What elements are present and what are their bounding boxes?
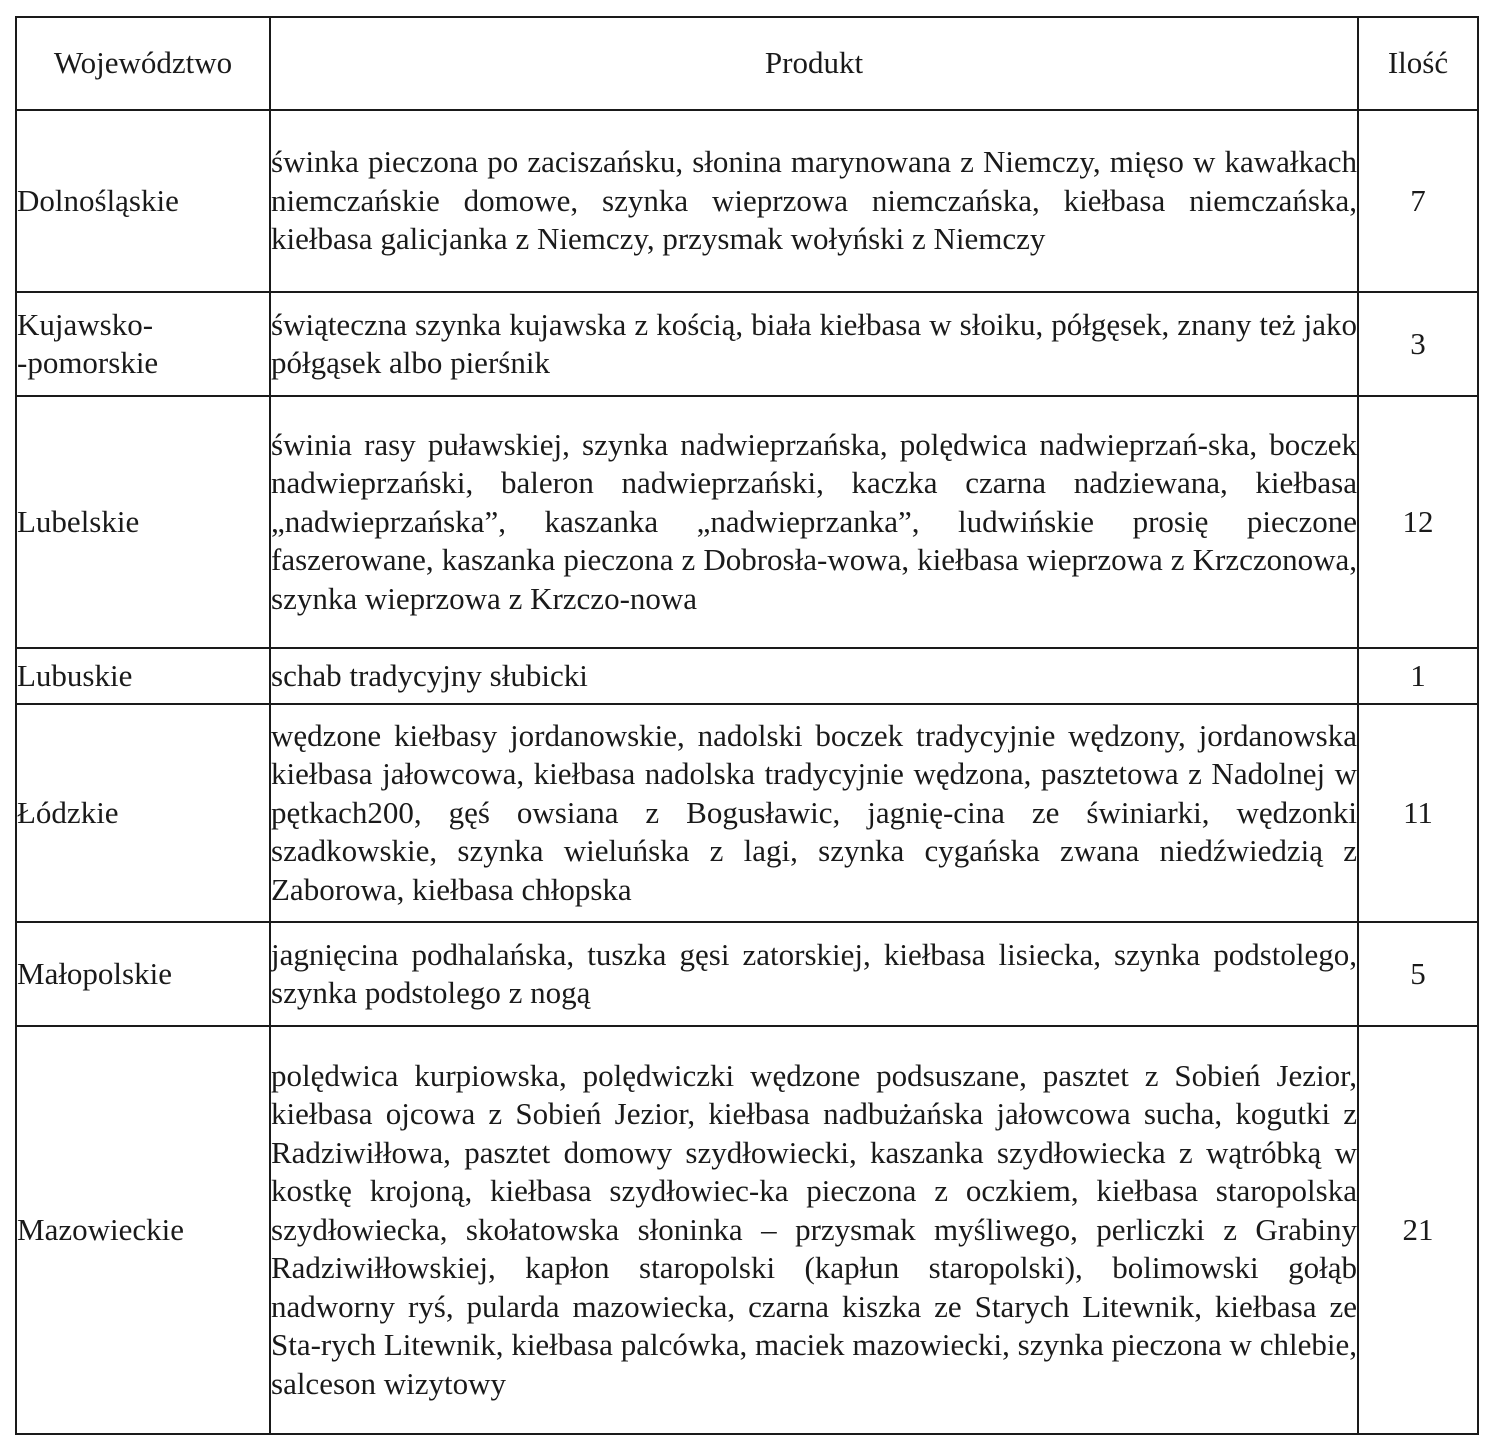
region-cell: Dolnośląskie	[16, 110, 270, 292]
product-cell: polędwica kurpiowska, polędwiczki wędzone podsuszane, pasztet z Sobień Jezior, kiełbasa ojcowa z Sobień Jezior, kiełbasa nadbużańska jałowcowa sucha, kogutki z Radziwiłłowa, pasztet domowy szydłowiecki, kaszanka szydłowiecka z wątróbką w kostkę krojoną, kiełbasa szydłowiec-ka pieczona z oczkiem, kiełbasa staropolska szydłowiecka, skołatowska słoninka – przysmak myśliwego, perliczki z Grabiny Radziwiłłowskiej, kapłon staropolski (kapłun staropolski), bolimowski gołąb nadworny ryś, pularda mazowiecka, czarna kiszka ze Starych Litewnik, kiełbasa ze Sta-rych Litewnik, kiełbasa palcówka, maciek mazowiecki, szynka pieczona w chlebie, salceson wizytowy	[270, 1026, 1358, 1434]
table-row	[16, 292, 1478, 396]
region-cell: Małopolskie	[16, 922, 270, 1026]
count-cell: 11	[1358, 704, 1478, 922]
count-cell: 1	[1358, 648, 1478, 704]
count-cell: 12	[1358, 396, 1478, 648]
product-cell: świnka pieczona po zaciszańsku, słonina marynowana z Niemczy, mięso w kawałkach niemczańskie domowe, szynka wieprzowa niemczańska, kiełbasa niemczańska, kiełbasa galicjanka z Niemczy, przysmak wołyński z Niemczy	[270, 110, 1358, 292]
header-count: Ilość	[1358, 17, 1478, 110]
region-cell: Kujawsko- -pomorskie	[16, 292, 270, 396]
table-row	[16, 1026, 1478, 1434]
table-row	[16, 648, 1478, 704]
table-row	[16, 110, 1478, 292]
table-row	[16, 704, 1478, 922]
product-cell: świąteczna szynka kujawska z kością, biała kiełbasa w słoiku, półgęsek, znany też jako półgąsek albo pierśnik	[270, 292, 1358, 396]
product-cell: schab tradycyjny słubicki	[270, 648, 1358, 704]
region-cell: Mazowieckie	[16, 1026, 270, 1434]
region-cell: Lubuskie	[16, 648, 270, 704]
header-region: Województwo	[16, 17, 270, 110]
region-cell: Łódzkie	[16, 704, 270, 922]
count-cell: 7	[1358, 110, 1478, 292]
table-row	[16, 922, 1478, 1026]
header-row	[16, 17, 1478, 110]
count-cell: 3	[1358, 292, 1478, 396]
region-cell: Lubelskie	[16, 396, 270, 648]
table-row	[16, 396, 1478, 648]
count-cell: 5	[1358, 922, 1478, 1026]
product-cell: świnia rasy puławskiej, szynka nadwieprzańska, polędwica nadwieprzań-ska, boczek nadwieprzański, baleron nadwieprzański, kaczka czarna nadziewana, kiełbasa „nadwieprzańska”, kaszanka „nadwieprzanka”, ludwińskie prosię pieczone faszerowane, kaszanka pieczona z Dobrosła-wowa, kiełbasa wieprzowa z Krzczonowa, szynka wieprzowa z Krzczo-nowa	[270, 396, 1358, 648]
header-product: Produkt	[270, 17, 1358, 110]
products-table	[15, 16, 1479, 1435]
product-cell: wędzone kiełbasy jordanowskie, nadolski boczek tradycyjnie wędzony, jordanowska kiełbasa jałowcowa, kiełbasa nadolska tradycyjnie wędzona, pasztetowa z Nadolnej w pętkach200, gęś owsiana z Bogusławic, jagnię-cina ze świniarki, wędzonki szadkowskie, szynka wieluńska z lagi, szynka cygańska zwana niedźwiedzią z Zaborowa, kiełbasa chłopska	[270, 704, 1358, 922]
product-cell: jagnięcina podhalańska, tuszka gęsi zatorskiej, kiełbasa lisiecka, szynka podstolego, szynka podstolego z nogą	[270, 922, 1358, 1026]
count-cell: 21	[1358, 1026, 1478, 1434]
